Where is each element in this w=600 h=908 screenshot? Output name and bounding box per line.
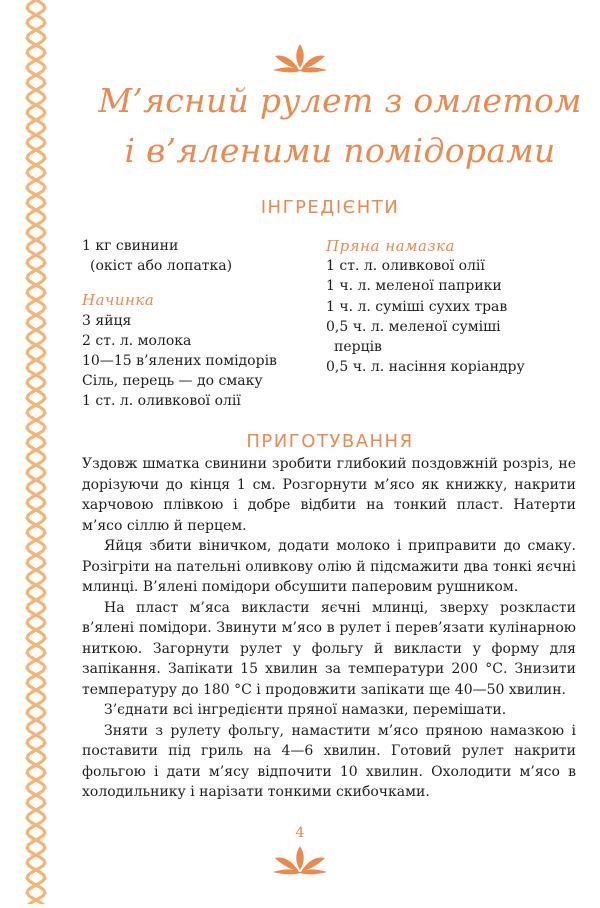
spread-item: перців <box>334 339 382 356</box>
ingredient-main-2: (окіст або лопатка) <box>90 258 233 275</box>
filling-item: 1 ст. л. оливкової олії <box>82 393 241 410</box>
preparation-paragraph: На пласт м’яса викласти яєчні млинці, зверху розкласти в’ялені помідори. Звинути м’ясо в рулет і перев’язати кулінарною ниткою. Загорнути рулет у фольгу й викласти у форму для запікання. Запікати 15 хвилин за температури 200 °С. Знизити температуру до 180 °С і продовжити запікати ще 40—50 хвилин. <box>82 599 576 698</box>
lotus-ornament-icon <box>0 40 600 80</box>
preparation-paragraph: Яйця збити віничком, додати молоко і приправити до смаку. Розігріти на пательні оливкову олію й підсмажити два тонкі яєчні млинці. В’ялені помідори обсушити паперовим рушником. <box>82 538 576 595</box>
ingredients-left-column <box>82 236 312 412</box>
filling-item: 10—15 в’ялених помідорів <box>82 353 277 370</box>
spread-item: 0,5 ч. л. насіння коріандру <box>326 359 525 376</box>
preparation-heading: ПРИГОТУВАННЯ <box>246 431 414 452</box>
lotus-ornament-icon <box>0 842 600 882</box>
ingredients-right-column <box>326 236 571 377</box>
filling-title: Начинка <box>82 291 155 310</box>
page-title <box>90 76 590 176</box>
ingredient-main-1: 1 кг свинини <box>82 238 179 254</box>
ingredients-heading: ІНГРЕДІЄНТИ <box>260 197 400 218</box>
spread-title: Пряна намазка <box>326 237 455 255</box>
filling-item: 3 яйця <box>82 312 132 329</box>
filling-item: Сіль, перець — до смаку <box>82 373 263 390</box>
spread-item: 0,5 ч. л. меленої суміші <box>326 318 501 335</box>
preparation-paragraph: Зняти з рулету фольгу, намастити м’ясо пряною намазкою і поставити під гриль на 4—6 хвилин. Готовий рулет накрити фольгою і дати м’ясу відпочити 10 хвилин. Охолодити м’ясо в холодильнику і нарізати тонкими скибочками. <box>82 722 576 800</box>
spread-item: 1 ч. л. суміші сухих трав <box>326 298 508 315</box>
page-number: 4 <box>295 825 305 841</box>
title-line-1: М’ясний рулет з омлетом <box>98 81 582 120</box>
title-line-2: і в’яленими помідорами <box>124 131 556 170</box>
preparation-paragraph: З’єднати всі інгредієнти пряної намазки, перемішати. <box>104 702 507 718</box>
filling-item: 2 ст. л. молока <box>82 332 192 349</box>
preparation-paragraph: Уздовж шматка свинини зробити глибокий поздовжній розріз, не дорізуючи до кінця 1 см. Розгорнути м’ясо як книжку, накрити харчовою плівкою і добре відбити на тонкий пласт. Натерти м’ясо сіллю й перцем. <box>82 456 576 534</box>
wave-border-icon <box>14 0 58 904</box>
spread-item: 1 ст. л. оливкової олії <box>326 258 485 275</box>
spread-item: 1 ч. л. меленої паприки <box>326 278 502 295</box>
preparation-text <box>82 454 576 803</box>
